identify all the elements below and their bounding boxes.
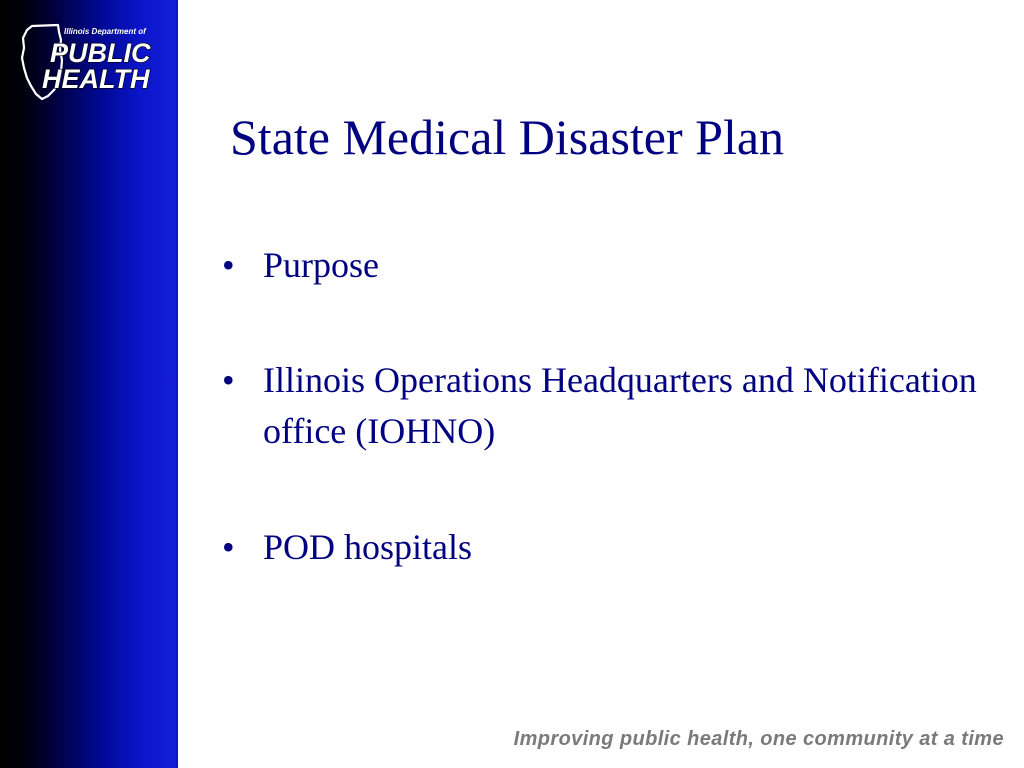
bullet-item bbox=[222, 240, 982, 291]
bullet-glyph: • bbox=[222, 527, 235, 567]
logo-line2: PUBLIC bbox=[50, 38, 151, 68]
illinois-state-outline-icon bbox=[18, 22, 176, 104]
logo-line1: Illinois Department of bbox=[64, 27, 146, 36]
slide-title: State Medical Disaster Plan bbox=[230, 109, 785, 165]
bullet-glyph: • bbox=[222, 245, 235, 285]
bullet-text: POD hospitals bbox=[263, 527, 473, 567]
bullet-item bbox=[222, 522, 982, 573]
sidebar-edge bbox=[176, 0, 178, 768]
footer-tagline: Improving public health, one community at a time bbox=[513, 728, 1004, 750]
bullet-item bbox=[222, 355, 982, 457]
logo-line3: HEALTH bbox=[42, 64, 150, 94]
idph-logo bbox=[18, 22, 176, 104]
sidebar-gradient bbox=[0, 0, 178, 768]
bullet-text: Purpose bbox=[263, 245, 379, 285]
bullet-list bbox=[222, 240, 982, 573]
bullet-text: Illinois Operations Headquarters and Notification office (IOHNO) bbox=[263, 360, 977, 451]
bullet-glyph: • bbox=[222, 360, 235, 400]
